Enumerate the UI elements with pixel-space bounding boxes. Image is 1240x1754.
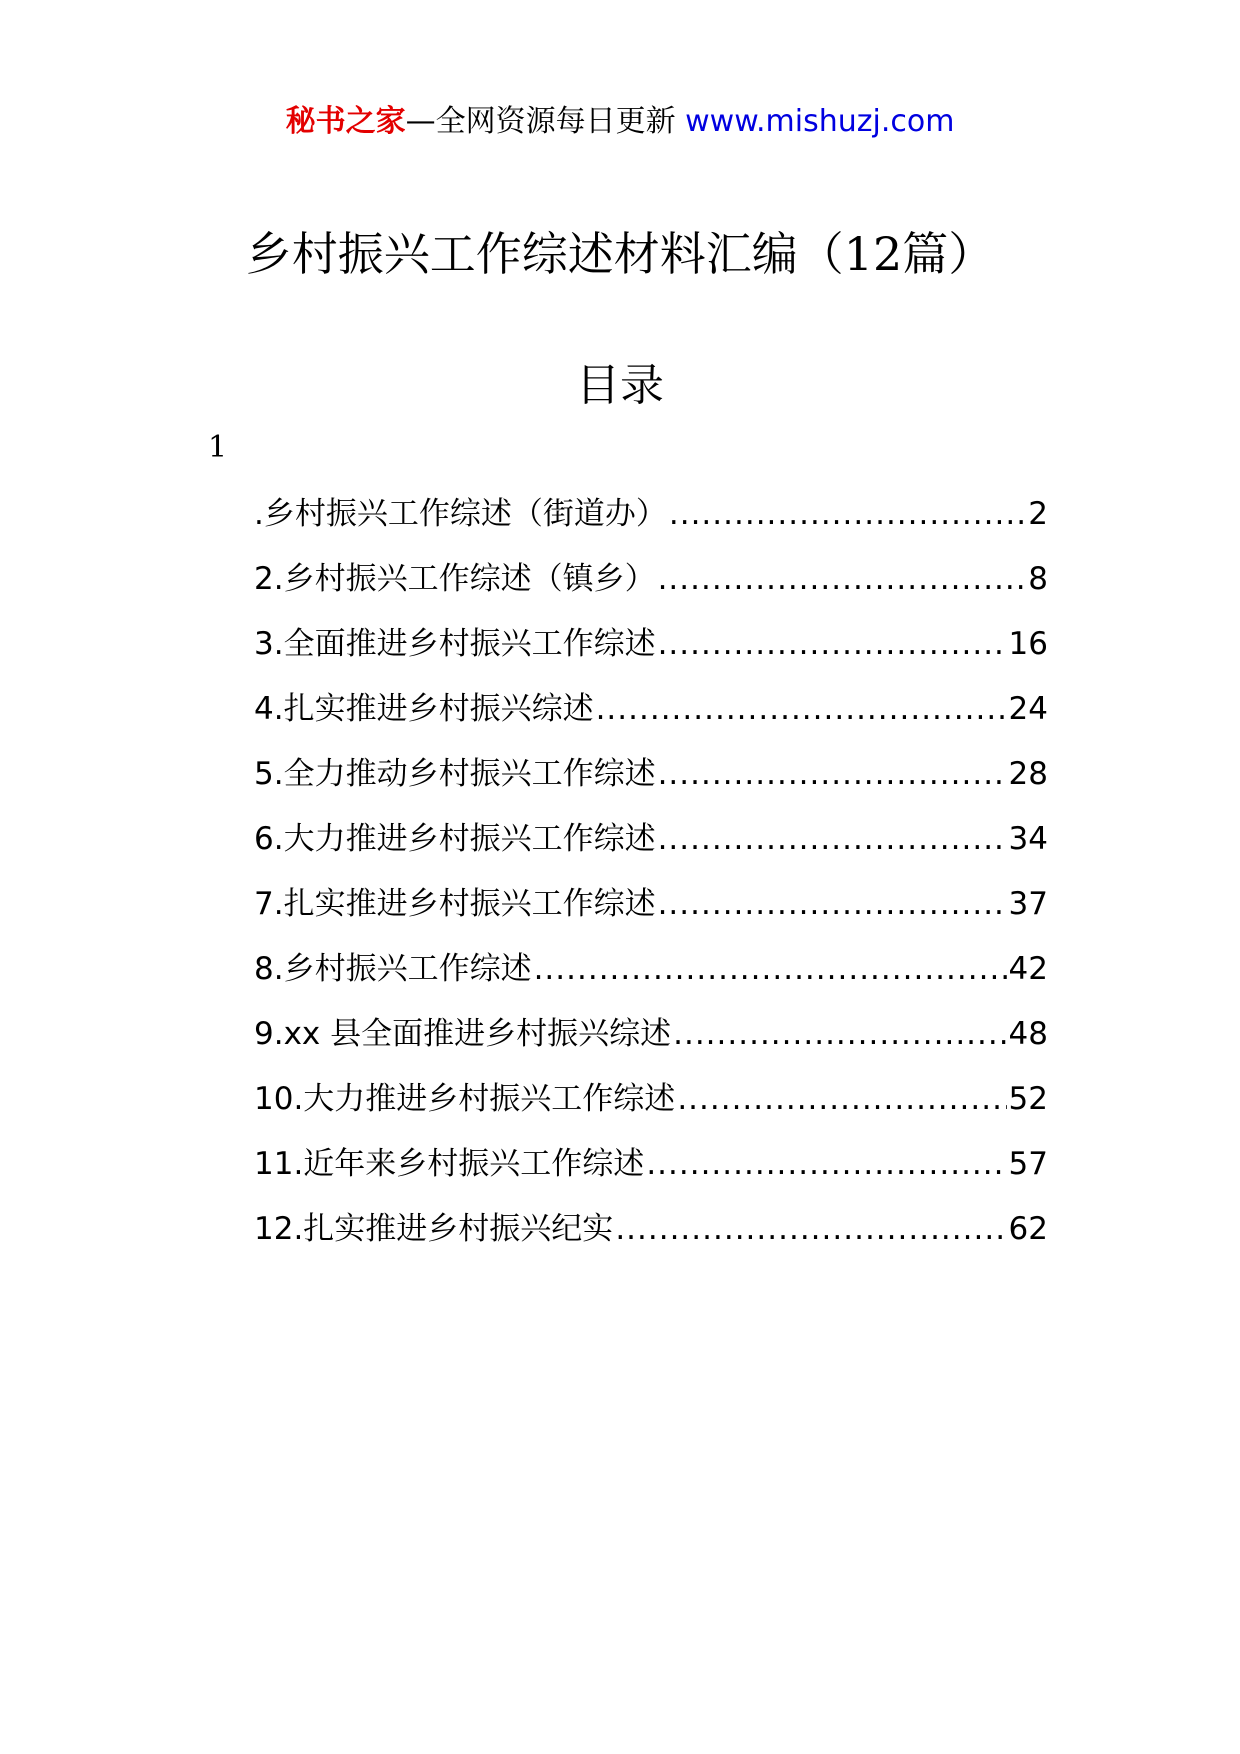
toc-dot-leader	[658, 557, 1027, 601]
toc-dot-leader	[646, 1142, 1006, 1186]
toc-entry-title: 9.xx 县全面推进乡村振兴综述	[254, 1016, 672, 1052]
toc-entry-page: 62	[1008, 1211, 1048, 1247]
toc-entry-page: 2	[1028, 496, 1048, 532]
site-url-link[interactable]: www.mishuzj.com	[685, 104, 955, 139]
toc-entry[interactable]	[254, 1142, 1048, 1207]
document-title-number: 12	[843, 227, 903, 281]
site-header	[0, 100, 1240, 144]
toc-entry[interactable]	[254, 882, 1048, 947]
toc-dot-leader	[596, 687, 1007, 731]
toc-entry-page: 57	[1008, 1146, 1048, 1182]
toc-entry[interactable]	[254, 492, 1048, 557]
document-title-text: 乡村振兴工作综述材料汇编（	[245, 227, 844, 281]
toc-list	[254, 492, 1048, 1272]
toc-dot-leader	[534, 947, 1007, 991]
toc-entry-title: .乡村振兴工作综述（街道办）	[254, 496, 667, 532]
toc-dot-leader	[677, 1077, 1006, 1121]
toc-dot-leader	[673, 1012, 1006, 1056]
toc-entry-page: 24	[1008, 691, 1048, 727]
document-title-end: 篇）	[902, 227, 995, 281]
brand-name: 秘书之家	[285, 104, 406, 139]
toc-entry[interactable]	[254, 1012, 1048, 1077]
toc-entry[interactable]	[254, 947, 1048, 1012]
toc-dot-leader	[669, 492, 1026, 536]
toc-dot-leader	[658, 882, 1007, 926]
toc-entry-page: 8	[1028, 561, 1048, 597]
header-tagline: —全网资源每日更新	[405, 104, 676, 139]
toc-entry-page: 28	[1008, 756, 1048, 792]
toc-entry-title: 10.大力推进乡村振兴工作综述	[254, 1081, 676, 1117]
toc-entry-page: 37	[1008, 886, 1048, 922]
toc-dot-leader	[658, 622, 1007, 666]
toc-dot-leader	[658, 817, 1007, 861]
toc-entry-title: 5.全力推动乡村振兴工作综述	[254, 756, 656, 792]
toc-entry-title: 12.扎实推进乡村振兴纪实	[254, 1211, 614, 1247]
toc-entry-title: 8.乡村振兴工作综述	[254, 951, 532, 987]
toc-entry-title: 7.扎实推进乡村振兴工作综述	[254, 886, 656, 922]
toc-entry[interactable]	[254, 622, 1048, 687]
toc-dot-leader	[658, 752, 1007, 796]
toc-entry-page: 48	[1008, 1016, 1048, 1052]
toc-entry-title: 11.近年来乡村振兴工作综述	[254, 1146, 645, 1182]
toc-entry-page: 52	[1008, 1081, 1048, 1117]
toc-entry[interactable]	[254, 817, 1048, 882]
toc-entry[interactable]	[254, 752, 1048, 817]
toc-entry-page: 16	[1008, 626, 1048, 662]
toc-entry[interactable]	[254, 557, 1048, 622]
toc-entry-page: 34	[1008, 821, 1048, 857]
toc-entry-title: 3.全面推进乡村振兴工作综述	[254, 626, 656, 662]
toc-entry-title: 4.扎实推进乡村振兴综述	[254, 691, 594, 727]
toc-entry-page: 42	[1008, 951, 1048, 987]
toc-entry[interactable]	[254, 687, 1048, 752]
toc-marker: 1	[208, 430, 228, 465]
document-title	[0, 222, 1240, 286]
toc-entry-title: 2.乡村振兴工作综述（镇乡）	[254, 561, 656, 597]
toc-entry[interactable]	[254, 1077, 1048, 1142]
toc-heading: 目录	[576, 360, 664, 411]
toc-entry[interactable]	[254, 1207, 1048, 1272]
toc-entry-title: 6.大力推进乡村振兴工作综述	[254, 821, 656, 857]
toc-dot-leader	[615, 1207, 1006, 1251]
